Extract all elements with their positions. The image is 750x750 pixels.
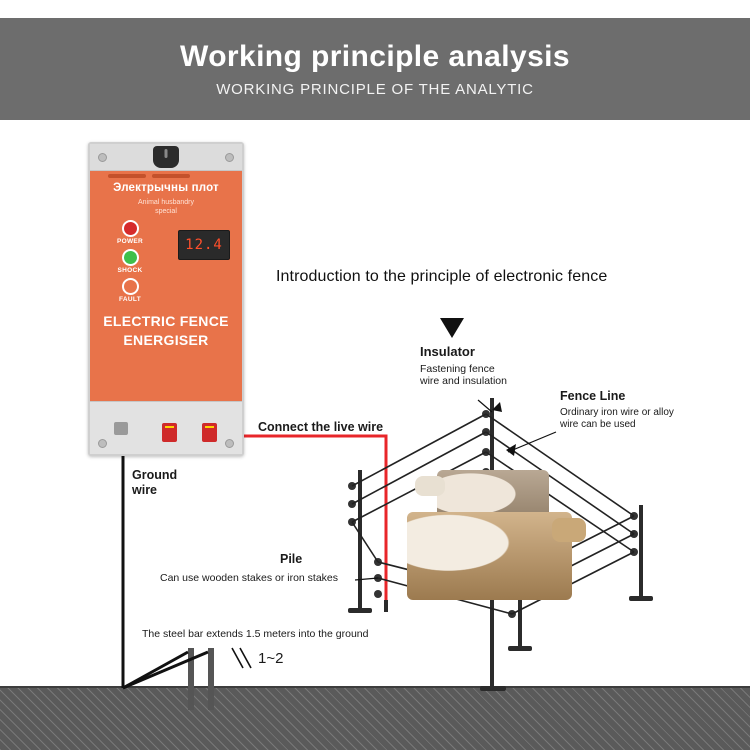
insulator-description: Fastening fence wire and insulation [420,363,507,387]
ground-wire-line2: wire [132,483,158,497]
device-model-name [90,312,242,350]
ground-wire-label [132,468,177,498]
device-model-line2: ENERGISER [123,332,209,348]
led-shock-label: SHOCK [117,267,143,274]
terminal-12kv[interactable] [202,423,217,442]
depth-label: 1~2 [258,650,284,667]
device-display [178,230,230,260]
page-subtitle: WORKING PRINCIPLE OF THE ANALYTIC [216,80,534,98]
electric-fence-energiser-device [88,142,244,456]
device-brand-label: Электрычны плот [113,182,219,194]
page-title: Working principle analysis [180,39,570,73]
pile-title: Pile [280,552,303,566]
ground-wire-line1: Ground [132,468,178,482]
vent-slot [152,174,190,178]
display-value: 12.4 [185,237,223,253]
device-brand-sub-line1: Animal husbandry [137,199,195,206]
terminal-ground[interactable] [114,422,130,442]
fence-line-title: Fence Line [560,389,626,403]
connect-live-wire-label: Connect the live wire [258,420,384,434]
cow-foreground [407,512,572,600]
screw-icon [225,439,234,448]
device-model-line1: ELECTRIC FENCE [103,313,229,329]
led-fault-label: FAULT [119,296,141,303]
device-top-panel [90,144,242,171]
screw-icon [98,153,107,162]
header-banner [0,18,750,120]
screw-icon [98,439,107,448]
terminal-8kv[interactable] [162,423,177,442]
device-brand-sublabel [90,198,242,216]
screw-icon [225,153,234,162]
led-shock-icon [122,249,139,266]
steel-bar-note: The steel bar extends 1.5 meters into the ground [142,628,369,640]
led-power-label: POWER [116,238,144,245]
led-indicator-group [102,220,158,307]
led-power [102,220,158,245]
led-fault-icon [122,278,139,295]
pile-description: Can use wooden stakes or iron stakes [160,572,339,584]
device-brand-sub-line2: special [155,208,177,215]
intro-heading: Introduction to the principle of electronic fence [276,268,608,285]
led-shock [102,249,158,274]
ground-area [0,686,750,750]
insulator-title: Insulator [420,344,475,359]
led-power-icon [122,220,139,237]
fence-line-description: Ordinary iron wire or alloy wire can be used [560,407,674,430]
power-knob[interactable] [153,146,179,168]
vent-slot [108,174,146,178]
led-fault [102,278,158,303]
